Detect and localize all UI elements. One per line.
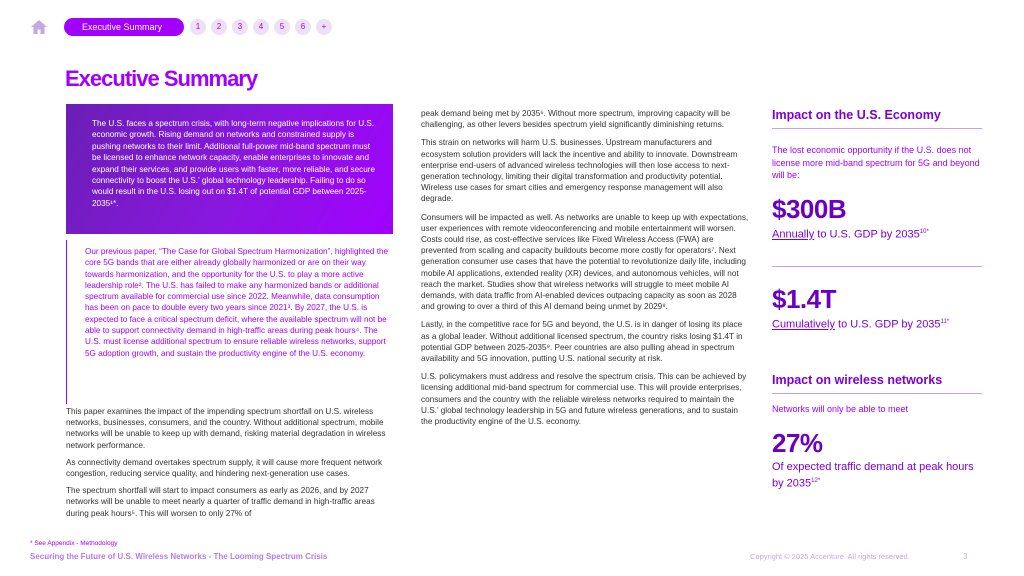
nav-page-1[interactable]: 1 (190, 19, 206, 35)
home-icon[interactable] (30, 18, 48, 36)
economy-impact-heading: Impact on the U.S. Economy (772, 108, 941, 122)
body-paragraph: The spectrum shortfall will start to impact consumers as early as 2026, and by 2027 networks will be unable to meet nearly a quarter of traffic demand in high-traffic areas during peak hours⁵. This will worsen to only 27% of (66, 486, 375, 518)
hero-summary-box: The U.S. faces a spectrum crisis, with long-term negative implications for U.S. economic growth. Rising demand on networks and constrained supply is pushing networks to their limit. Additional full-power mid-band spectrum must be licensed to enhance network capacity, enable enterprises to innovate and expand their services, and provide users with faster, more reliable, and secure connectivity to boost the U.S.’ global technology leadership. Failing to do so would result in the U.S. losing out on $1.4T of potential GDP between 2025-2035¹*. (66, 104, 393, 234)
nav-page-5[interactable]: 5 (274, 19, 290, 35)
stat-annual-gdp-link[interactable]: Annually (772, 228, 815, 241)
body-paragraph: U.S. policymakers must address and resolve the spectrum crisis. This can be achieved by licensing additional mid-band spectrum for commercial use. This will provide enterprises, consumers and the country with the reliable wireless networks required to maintain the U.S.’ global technology leadership in 5G and future wireless generations, and to sustain the productivity engine of the U.S. economy. (421, 372, 747, 427)
body-paragraph: Lastly, in the competitive race for 5G and beyond, the U.S. is in danger of losing its place as a global leader. Without additional licensed spectrum, the country risks losing $1.4T in potential GDP between 2025-2035⁹. Peer countries are also pulling ahead in spectrum availability and 5G innovation, putting U.S. national security at risk. (421, 320, 743, 364)
methodology-footnote: * See Appendix - Methodology (30, 540, 118, 547)
stat-divider (772, 266, 982, 267)
heading-divider (772, 393, 982, 394)
body-paragraph: As connectivity demand overtakes spectrum supply, it will cause more frequent network congestion, reducing service quality, and hindering next-generation use cases. (66, 457, 383, 479)
stat-cumulative-gdp-value: $1.4T (772, 284, 836, 314)
footer-document-title: Securing the Future of U.S. Wireless Networks - The Looming Spectrum Crisis (30, 552, 328, 561)
stat-annual-gdp-value: $300B (772, 194, 847, 224)
body-paragraph: peak demand being met by 2035⁶. Without more spectrum, improving capacity will be challenging, as other levers besides spectrum yield significantly diminishing returns. (421, 109, 731, 130)
page-number: 3 (963, 552, 968, 561)
heading-divider (772, 128, 982, 129)
wireless-impact-intro: Networks will only be able to meet (772, 404, 909, 414)
stat-cumulative-gdp-link[interactable]: Cumulatively (772, 318, 835, 331)
nav-page-2[interactable]: 2 (211, 19, 227, 35)
stat-annual-gdp-caption: Annually to U.S. GDP by $2035^{10*}$ (772, 228, 929, 241)
body-column-left (66, 406, 394, 525)
stat-traffic-demand-value: 27% (772, 428, 823, 458)
stat-traffic-demand-caption: Of expected traffic demand at peak hours by $2035^{12*}$ (772, 461, 974, 490)
nav-page-6[interactable]: 6 (295, 19, 311, 35)
footer-copyright: Copyright © 2025 Accenture. All rights reserved. (750, 552, 910, 561)
nav-page-3[interactable]: 3 (232, 19, 248, 35)
wireless-impact-heading: Impact on wireless networks (772, 373, 943, 387)
nav-page-4[interactable]: 4 (253, 19, 269, 35)
nav-page-more[interactable]: + (316, 19, 332, 35)
stat-cumulative-gdp-caption: Cumulatively to U.S. GDP by $2035^{11*}$ (772, 318, 950, 331)
body-paragraph: This paper examines the impact of the impending spectrum shortfall on U.S. wireless networks, businesses, consumers, and the country. Without additional spectrum, mobile networks will be unable to keep up with demand, risking material degradation in wireless network performance. (66, 407, 386, 450)
body-paragraph: This strain on networks will harm U.S. businesses. Upstream manufacturers and ecosystem solution providers will lack the incentive and ability to innovate. Downstream enterprise end-users of advanced wireless technologies will then lose access to next-generation technology, limiting their digital transformation and productivity potential. Wireless use cases for smart cities and emergency response management will also degrade. (421, 138, 738, 204)
body-paragraph: Consumers will be impacted as well. As networks are unable to keep up with expectations, user experiences with remote videoconferencing and mobile entertainment will worsen. Costs could rise, as cost-effective services like Fixed Wireless Access (FWA) are prevented from scaling and capacity buildouts become more costly for operators⁷. Next generation consumer use cases that have the potential to revolutionize daily life, including mobile AI applications, extended reality (XR) devices, and autonomous vehicles, will not reach the market. Studies show that wireless networks will struggle to meet mobile AI demands, with data traffic from AI-enabled devices outpacing capacity as soon as 2028 and growing to over a third of this AI demand being unmet by 2029⁸. (421, 212, 749, 312)
nav-tab-executive-summary[interactable]: Executive Summary (64, 18, 184, 36)
economy-impact-intro: The lost economic opportunity if the U.S. does not license more mid-band spectrum for 5G and beyond will be: (772, 145, 980, 180)
page-title: Executive Summary (65, 66, 258, 91)
previous-paper-callout: Our previous paper, “The Case for Global Spectrum Harmonization”, highlighted the core 5G bands that are either already globally harmonized or are on their way towards harmonization, and the opportunity for the U.S. to play a more active leadership role². The U.S. has failed to make any harmonized bands or additional spectrum available for commercial use since 2022. Meanwhile, data consumption has been on pace to double every two years since 2021³. By 2027, the U.S. is expected to face a critical spectrum deficit, where the available spectrum will not be able to support connectivity demand in high-traffic areas during peak hours⁴. The U.S. must license additional spectrum to ensure reliable wireless networks, support 5G adoption growth, and sustain the productivity engine of the U.S. economy. (66, 240, 394, 404)
body-column-middle (421, 108, 749, 434)
top-navigation (30, 16, 337, 38)
